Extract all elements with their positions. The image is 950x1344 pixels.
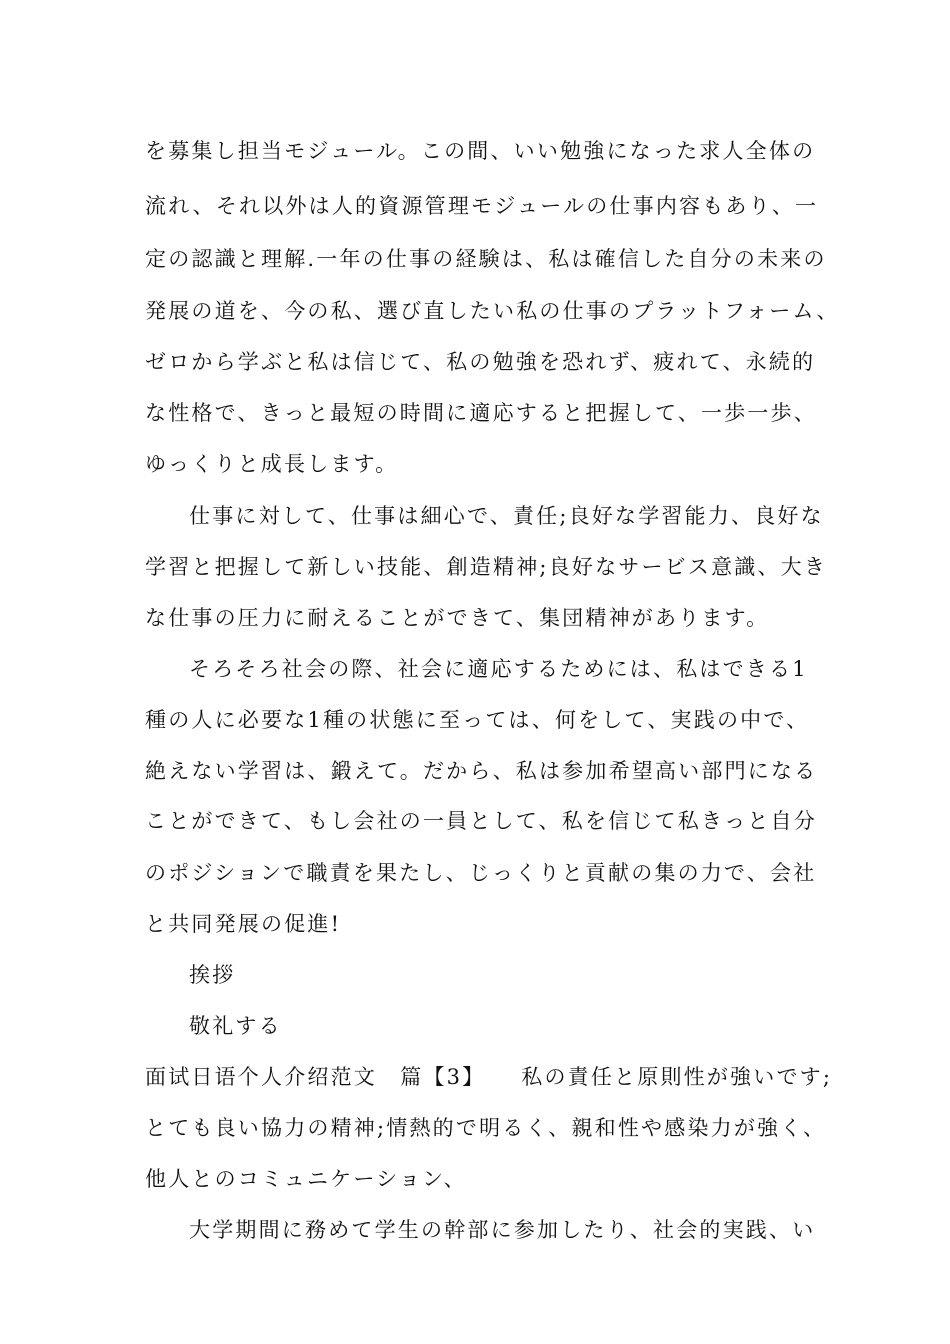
body-text-line: な性格で、きっと最短の時間に適応すると把握して、一歩一歩、 — [145, 401, 817, 425]
body-text-line: のポジションで職責を果たし、じっくりと貢献の集の力で、会社 — [145, 861, 817, 885]
closing-line: 敬礼する — [189, 1014, 282, 1038]
body-text-line: 学習と把握して新しい技能、創造精神;良好なサービス意識、大き — [145, 555, 828, 579]
paragraph-first-line: 大学期間に務めて学生の幹部に参加したり、社会的実践、い — [189, 1218, 816, 1242]
body-text-line: ゼロから学ぶと私は信じて、私の勉強を恐れず、疲れて、永続的 — [145, 350, 816, 374]
body-text-line: とても良い協力の精神;情熱的で明るく、親和性や感染力が強く、 — [145, 1116, 827, 1140]
body-text-line: 種の人に必要な1種の状態に至っては、何をして、実践の中で、 — [145, 708, 810, 732]
section-heading-line: 面试日语个人介绍范文 篇【3】 私の責任と原則性が強いです; — [145, 1065, 833, 1089]
body-text-line: 発展の道を、今の私、選び直したい私の仕事のプラットフォーム、 — [145, 299, 840, 323]
paragraph-first-line: そろそろ社会の際、社会に適応するためには、私はできる1 — [189, 657, 808, 681]
body-text-line: な仕事の圧力に耐えることができて、集団精神があります。 — [145, 606, 770, 630]
body-text-line: 流れ、それ以外は人的資源管理モジュールの仕事内容もあり、一 — [145, 194, 819, 218]
body-text-line: と共同発展の促進! — [145, 912, 342, 936]
body-text-line: 絶えない学習は、鍛えて。だから、私は参加希望高い部門になる — [145, 759, 818, 783]
body-text-line: ゆっくりと成長します。 — [145, 452, 399, 476]
body-text-line: 他人とのコミュニケーション、 — [145, 1167, 467, 1191]
body-text-line: 定の認識と理解.一年の仕事の経験は、私は確信した自分の未来の — [145, 247, 827, 271]
body-text-line: を募集し担当モジュール。この間、いい勉強になった求人全体の — [145, 139, 816, 163]
body-text-line: ことができて、もし会社の一員として、私を信じて私きっと自分 — [145, 809, 817, 833]
greeting-line: 挨拶 — [189, 963, 236, 987]
paragraph-first-line: 仕事に対して、仕事は細心で、責任;良好な学習能力、良好な — [189, 504, 824, 528]
